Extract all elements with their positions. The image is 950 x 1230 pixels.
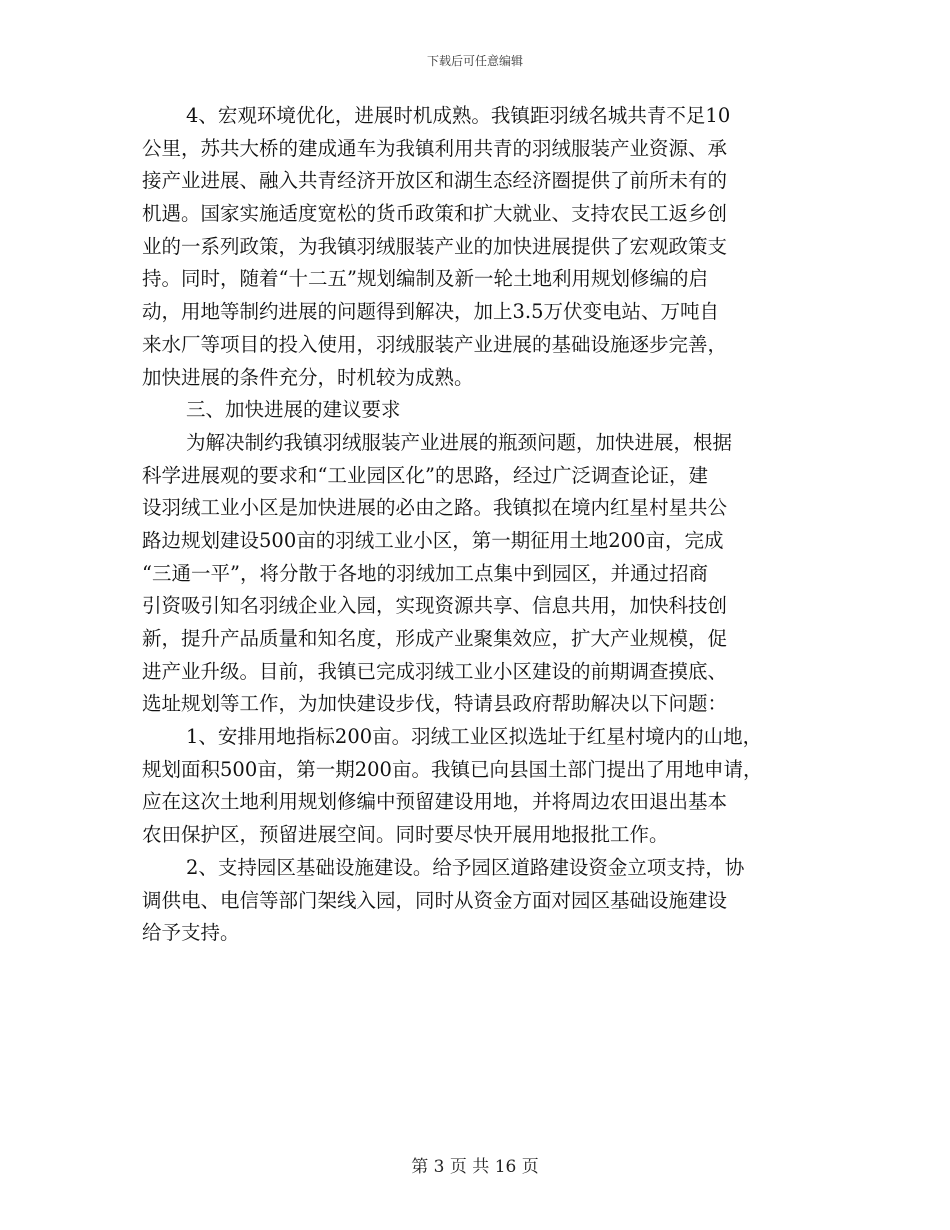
page-footer: 第 3 页 共 16 页 xyxy=(411,1157,539,1177)
text-line: 加快进展的条件充分，时机较为成熟。 xyxy=(142,365,474,389)
text-line: “三通一平”，将分散于各地的羽绒加工点集中到园区，并通过招商 xyxy=(142,561,708,585)
text-line: 持。同时，随着“十二五”规划编制及新一轮土地利用规划修编的启 xyxy=(142,267,708,291)
text-line: 机遇。国家实施适度宽松的货币政策和扩大就业、支持农民工返乡创 xyxy=(142,202,728,226)
text-line: 来水厂等项目的投入使用，羽绒服装产业进展的基础设施逐步完善， xyxy=(142,332,728,356)
text-line: 1、安排用地指标200亩。羽绒工业区拟选址于红星村境内的山地， xyxy=(186,725,763,749)
text-line: 引资吸引知名羽绒企业入园，实现资源共享、信息共用，加快科技创 xyxy=(142,594,728,618)
text-line: 2、支持园区基础设施建设。给予园区道路建设资金立项支持，协 xyxy=(186,855,745,879)
text-line: 应在这次土地利用规划修编中预留建设用地，并将周边农田退出基本 xyxy=(142,790,728,814)
text-line: 科学进展观的要求和“工业园区化”的思路，经过广泛调查论证，建 xyxy=(142,463,708,487)
text-line: 公里，苏共大桥的建成通车为我镇利用共青的羽绒服装产业资源、承 xyxy=(142,136,728,160)
text-line: 动，用地等制约进展的问题得到解决，加上3.5万伏变电站、万吨自 xyxy=(142,300,720,324)
text-line: 接产业进展、融入共青经济开放区和湖生态经济圈提供了前所未有的 xyxy=(142,169,728,193)
text-line: 新，提升产品质量和知名度，形成产业聚集效应，扩大产业规模，促 xyxy=(142,627,728,650)
text-line: 4、宏观环境优化，进展时机成熟。我镇距羽绒名城共青不足10 xyxy=(186,104,731,127)
text-line: 进产业升级。目前，我镇已完成羽绒工业小区建设的前期调查摸底、 xyxy=(142,659,728,683)
text-line: 选址规划等工作，为加快建设步伐，特请县政府帮助解决以下问题： xyxy=(142,692,728,716)
text-line: 给予支持。 xyxy=(142,921,240,945)
page-header: 下载后可任意编辑 xyxy=(426,54,523,68)
text-line: 农田保护区，预留进展空间。同时要尽快开展用地报批工作。 xyxy=(142,823,669,847)
text-line: 设羽绒工业小区是加快进展的必由之路。我镇拟在境内红星村星共公 xyxy=(142,496,728,520)
text-line: 为解决制约我镇羽绒服装产业进展的瓶颈问题，加快进展，根据 xyxy=(186,430,733,454)
text-line: 规划面积500亩，第一期200亩。我镇已向县国土部门提出了用地申请， xyxy=(142,757,763,781)
text-line: 调供电、电信等部门架线入园，同时从资金方面对园区基础设施建设 xyxy=(142,888,728,912)
text-line: 路边规划建设500亩的羽绒工业小区，第一期征用土地200亩，完成 xyxy=(142,528,724,552)
text-line: 三、加快进展的建议要求 xyxy=(186,398,401,422)
document-body xyxy=(142,100,832,950)
text-line: 业的一系列政策，为我镇羽绒服装产业的加快进展提供了宏观政策支 xyxy=(142,234,728,258)
